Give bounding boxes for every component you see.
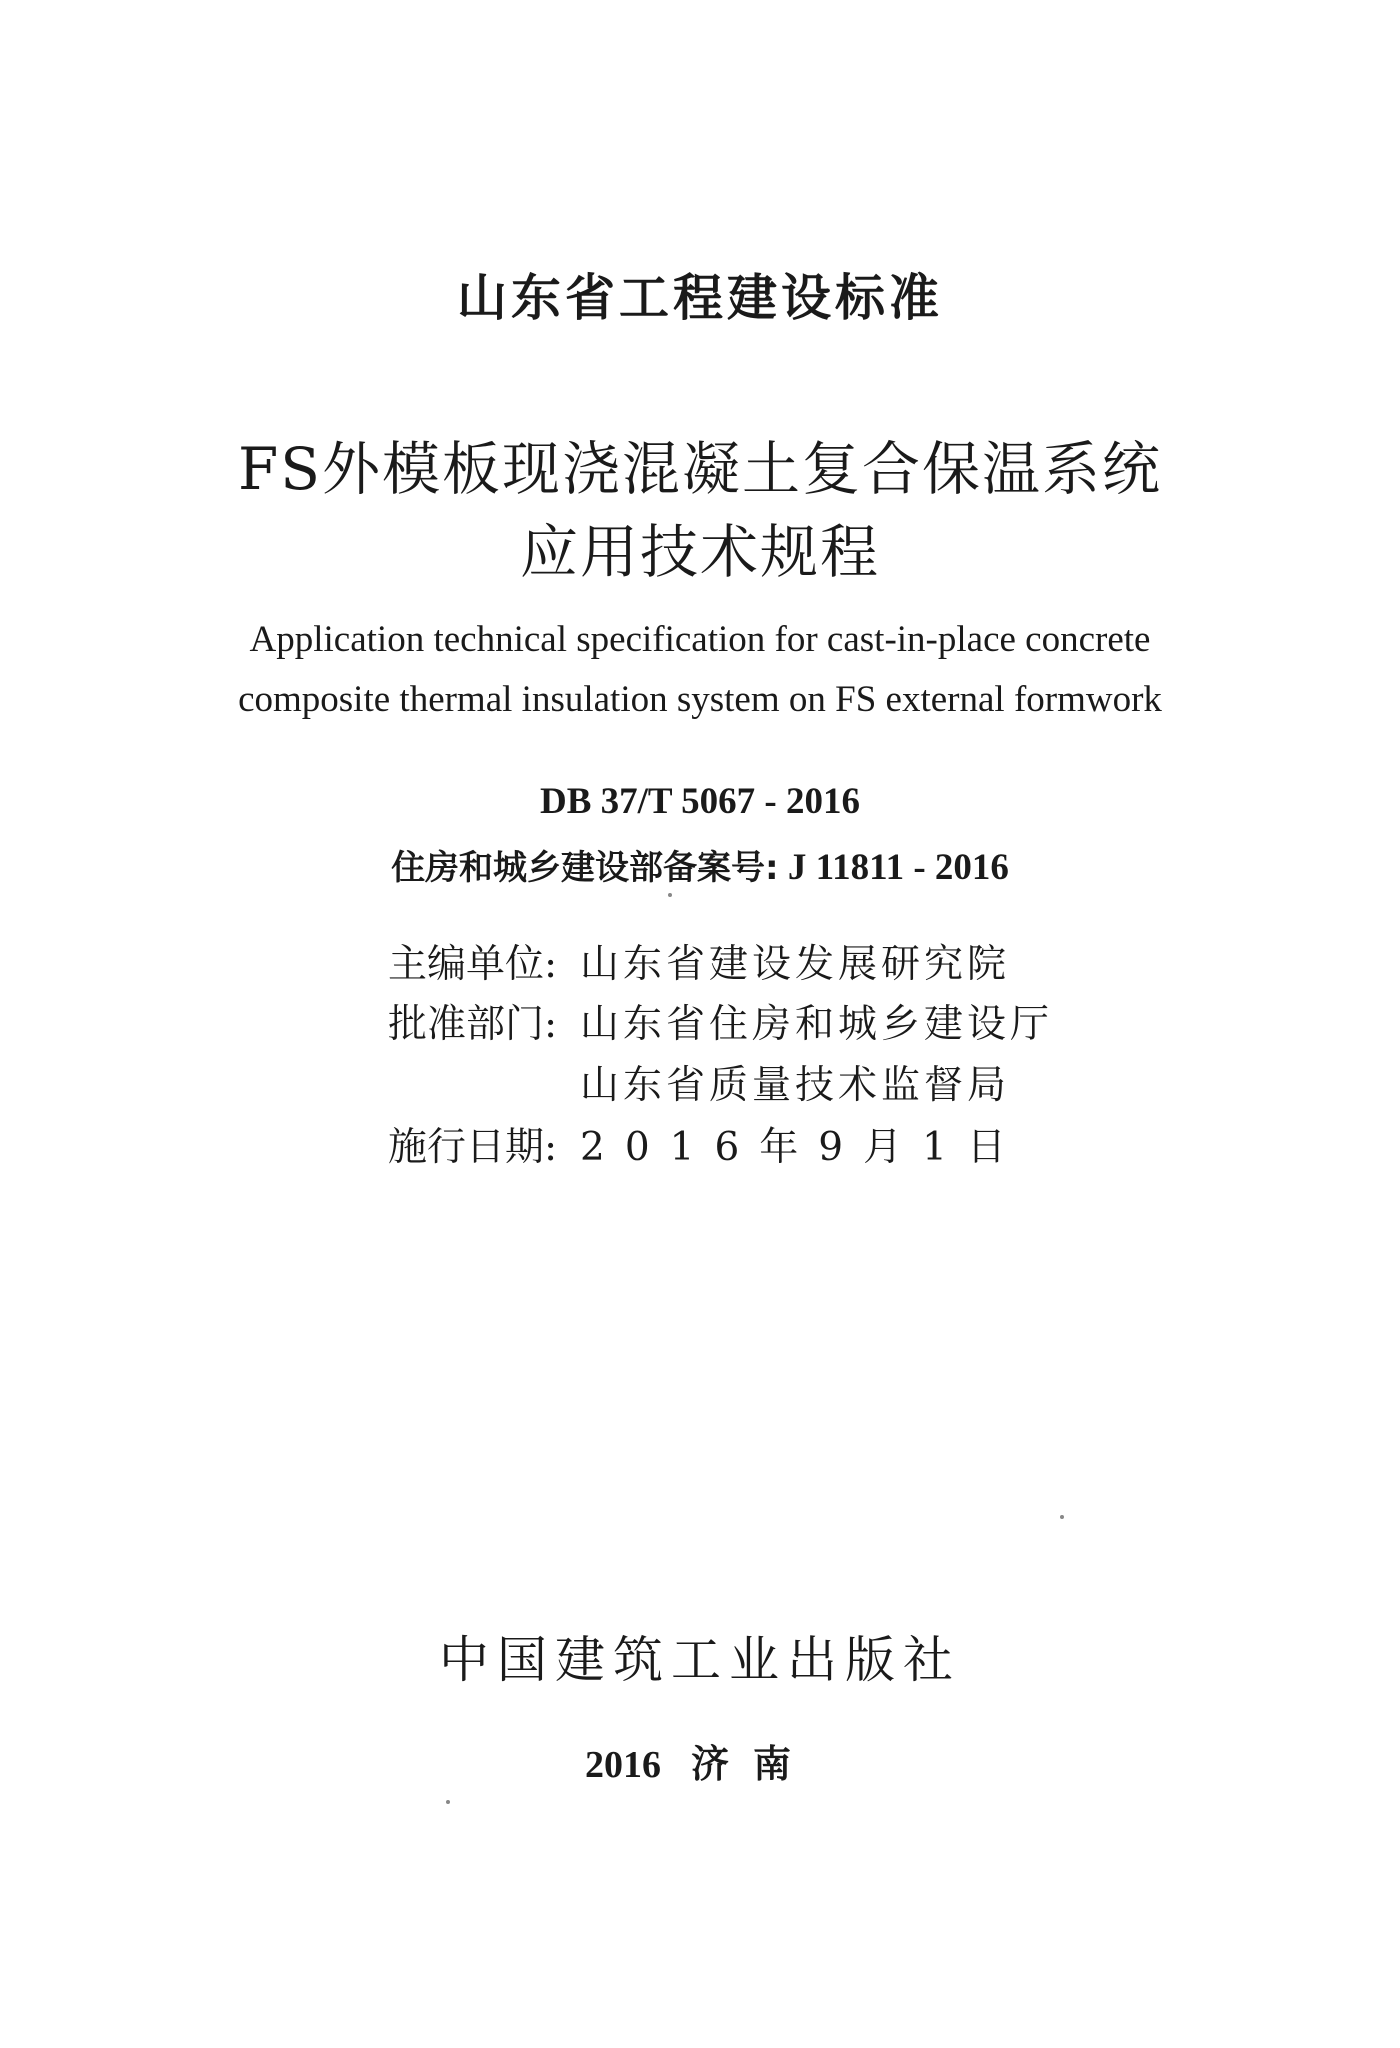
imprint-year: 2016 [584,1744,661,1786]
title-zh-line-2: 应用技术规程 [519,518,880,586]
imprint [0,1733,1400,1788]
effective-date-row [388,1122,1026,1174]
scan-speck [446,1800,450,1804]
imprint-city: 济南 [690,1742,815,1786]
effective-date-value: 2016年9月1日 [580,1125,1026,1170]
record-number-line [0,840,1400,889]
approver-row [388,999,1053,1051]
series-title: 山东省工程建设标准 [457,269,943,327]
approver-row-2 [388,1060,1010,1112]
title-en-line-1: Application technical specification for cast-in-place concrete [249,619,1151,660]
record-number: J 11811 - 2016 [787,847,1009,888]
editor-label: 主编单位: [388,942,558,987]
effective-date-label: 施行日期: [388,1125,558,1170]
editor-value: 山东省建设发展研究院 [580,942,1011,987]
approver-value-1: 山东省住房和城乡建设厅 [580,1002,1054,1047]
approver-label: 批准部门: [388,1002,558,1047]
publisher: 中国建筑工业出版社 [439,1631,961,1689]
title-zh-line-1: FS外模板现浇混凝土复合保温系统 [238,435,1162,503]
editor-row [388,939,1010,991]
scan-speck [1060,1515,1064,1519]
standard-code: DB 37/T 5067 - 2016 [539,781,860,822]
record-label: 住房和城乡建设部备案号: [391,848,779,888]
title-en-line-2: composite thermal insulation system on FS external formwork [238,679,1162,720]
approver-value-2: 山东省质量技术监督局 [580,1063,1011,1108]
scan-speck [668,893,672,897]
